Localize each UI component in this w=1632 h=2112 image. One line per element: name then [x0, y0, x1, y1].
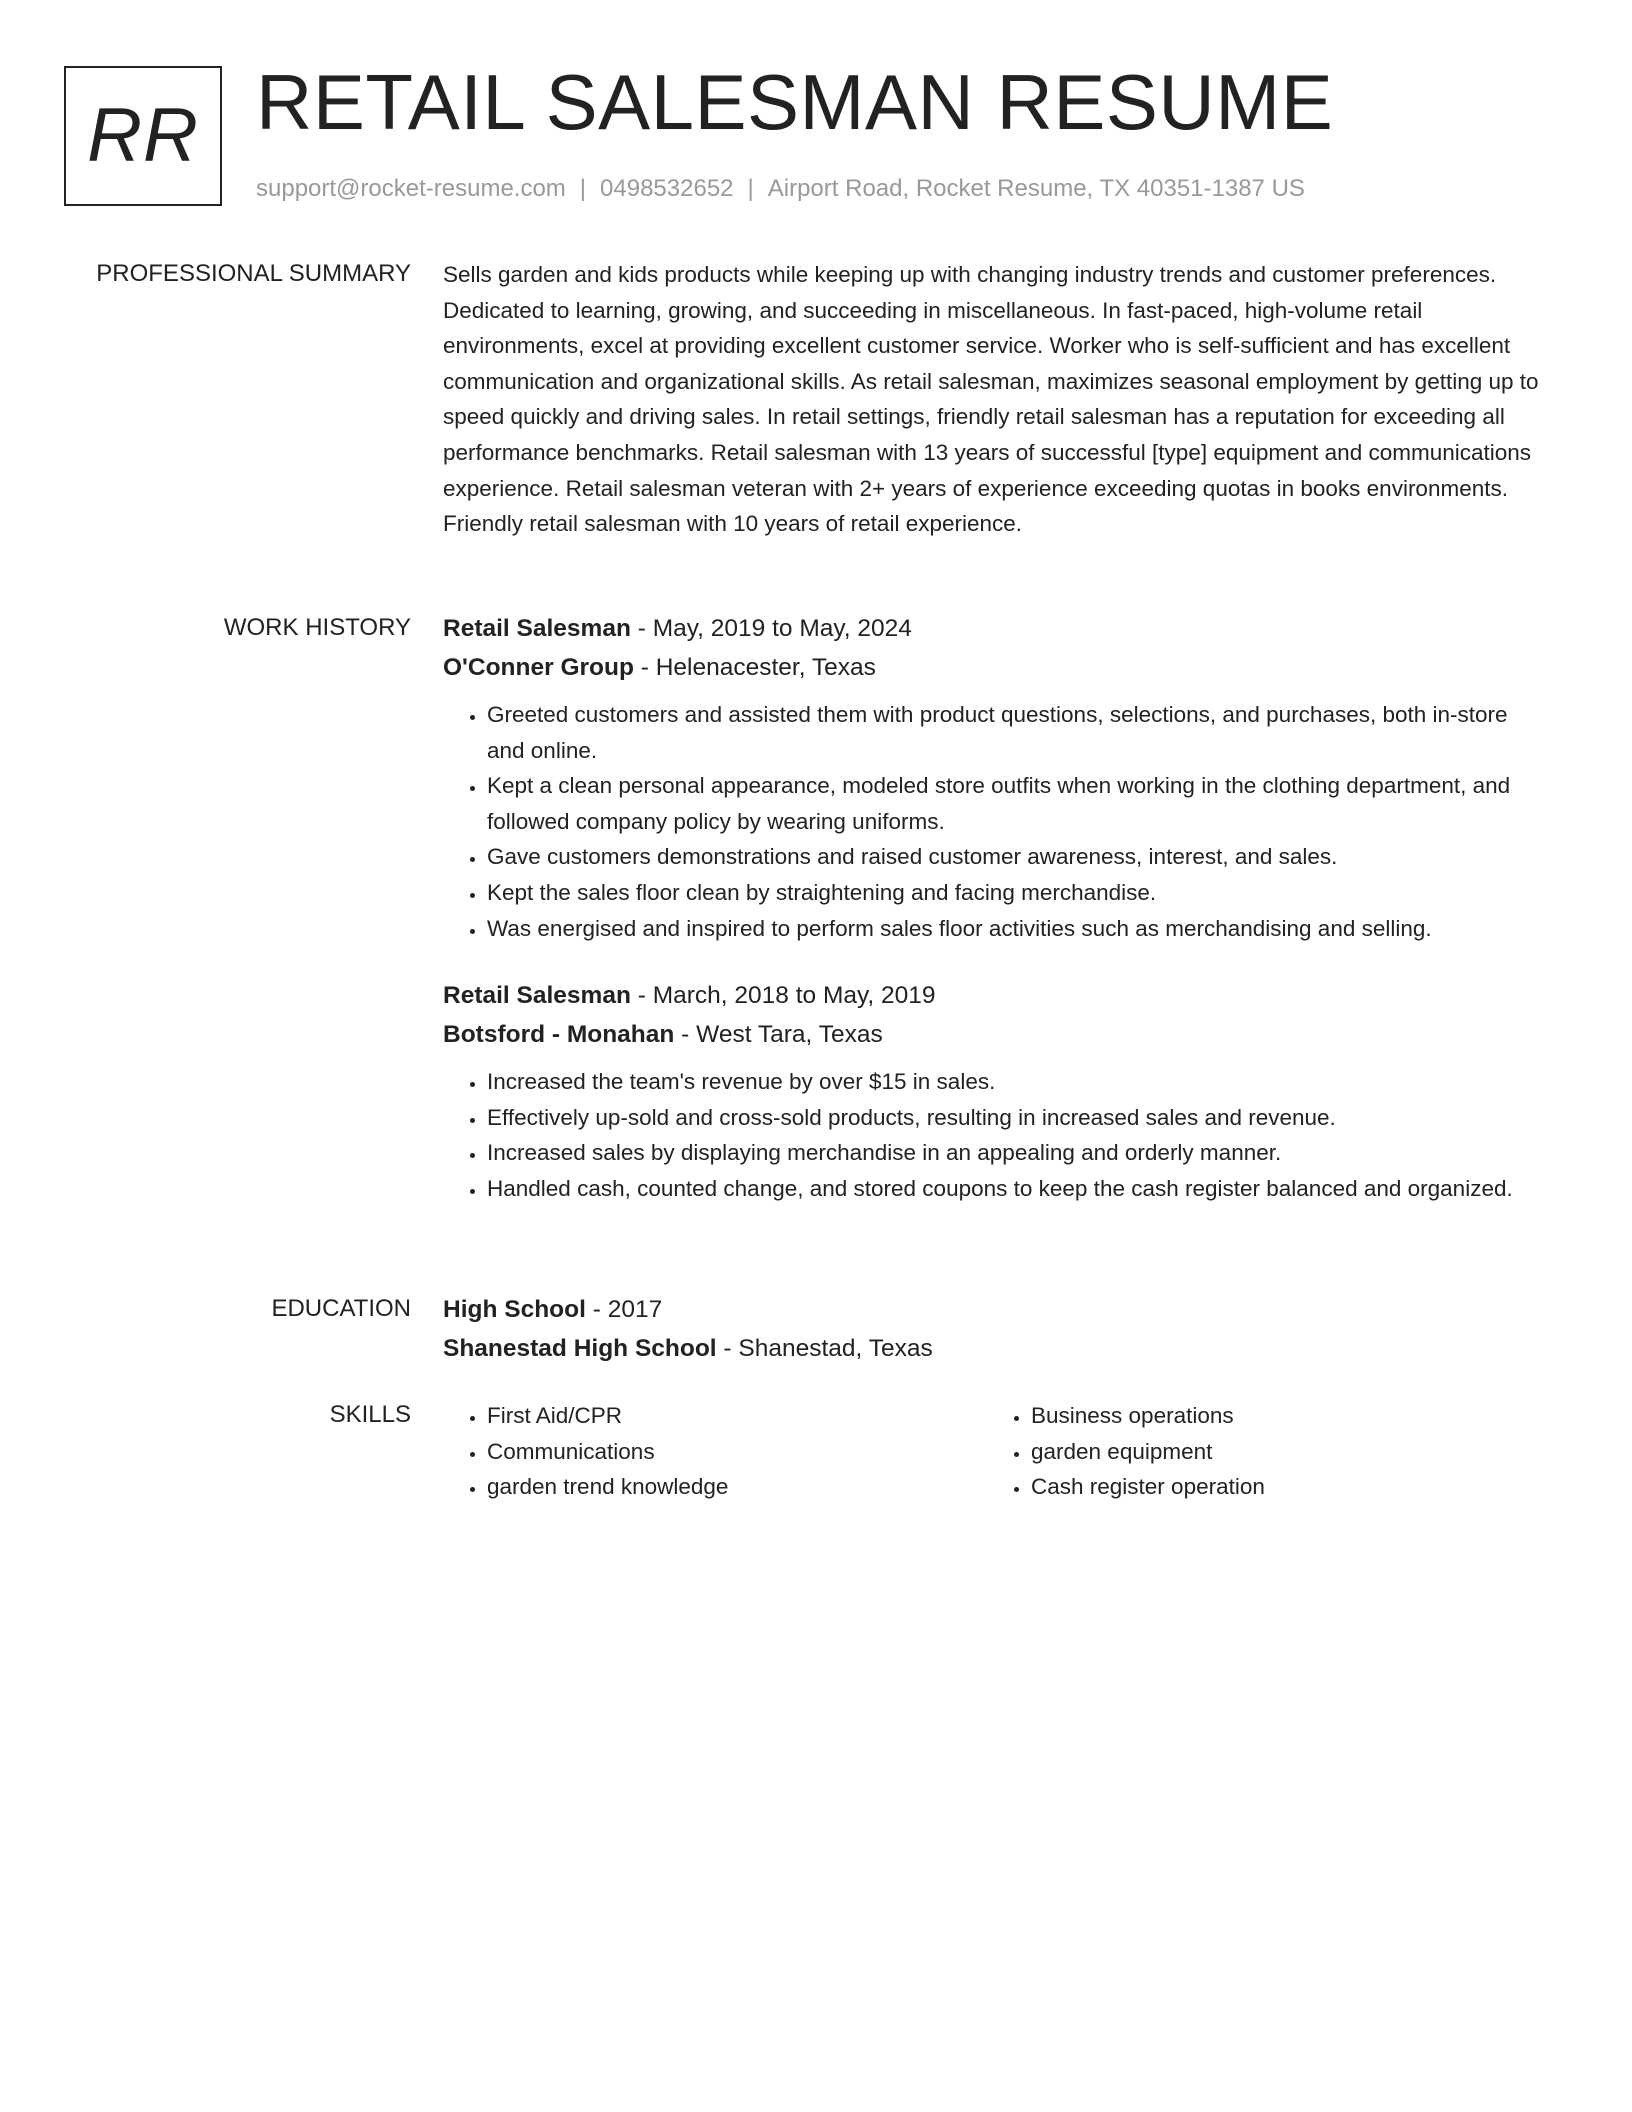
education-body [443, 1290, 1551, 1368]
job-bullet: • Greeted customers and assisted them with product questions, selections, and purchases, both in-store and online. [487, 697, 1551, 768]
skills-body [443, 1398, 1551, 1505]
job-location: - Helenacester, Texas [633, 654, 876, 681]
job-title: Retail Salesman [443, 615, 631, 642]
job-bullet: • Gave customers demonstrations and raised customer awareness, interest, and sales. [487, 839, 1551, 875]
job-bullet: • Increased sales by displaying merchandise in an appealing and orderly manner. [487, 1135, 1551, 1171]
skills-grid [443, 1398, 1551, 1505]
skill-item: • Cash register operation [1031, 1469, 1531, 1505]
job-company-line [443, 648, 1551, 687]
job-entry [443, 609, 1551, 946]
contact-separator: | [747, 175, 754, 202]
skill-item: • Business operations [1031, 1398, 1531, 1434]
job-bullet: • Kept a clean personal appearance, modeled store outfits when working in the clothing department, and followed company policy by wearing uniforms. [487, 768, 1551, 839]
skill-item: • First Aid/CPR [487, 1398, 987, 1434]
job-bullet: • Was energised and inspired to perform sales floor activities such as merchandising and selling. [487, 911, 1551, 947]
education-year: - 2017 [585, 1296, 663, 1323]
monogram-box [64, 66, 222, 206]
job-bullets [443, 1064, 1551, 1206]
job-location: - West Tara, Texas [674, 1021, 883, 1049]
skill-item: • garden equipment [1031, 1434, 1531, 1470]
work-history-body [443, 609, 1551, 1207]
section-label-summary: PROFESSIONAL SUMMARY [96, 260, 411, 287]
skills-column-right [987, 1398, 1531, 1505]
skills-list [987, 1398, 1531, 1505]
contact-email: support@rocket-resume.com [256, 175, 566, 202]
job-bullet: • Effectively up-sold and cross-sold products, resulting in increased sales and revenue. [487, 1100, 1551, 1136]
education-degree: High School [443, 1296, 586, 1323]
job-entry [443, 976, 1551, 1206]
education-degree-line [443, 1290, 1551, 1329]
skill-item: • garden trend knowledge [487, 1469, 987, 1505]
education-location: - Shanestad, Texas [716, 1335, 933, 1362]
skills-column-left [443, 1398, 987, 1505]
resume-title: RETAIL SALESMAN RESUME [256, 58, 1334, 146]
monogram-initials: RR [87, 93, 199, 178]
contact-line [256, 174, 1305, 204]
contact-address: Airport Road, Rocket Resume, TX 40351-1387 US [767, 175, 1305, 202]
job-title-line [443, 609, 1551, 648]
section-label-work-history: WORK HISTORY [223, 614, 411, 641]
summary-text: Sells garden and kids products while keeping up with changing industry trends and customer preferences. Dedicated to learning, growing, and succeeding in miscellaneous. In fast-paced, high-volume retail environments, excel at providing excellent customer service. Worker who is self-sufficient and has excellent communication and organizational skills. As retail salesman, maximizes seasonal employment by getting up to speed quickly and driving sales. In retail settings, friendly retail salesman has a reputation for exceeding all performance benchmarks. Retail salesman with 13 years of successful [type] equipment and communications experience. Retail salesman veteran with 2+ years of experience exceeding quotas in books environments. Friendly retail salesman with 10 years of retail experience. [443, 262, 1539, 537]
education-school: Shanestad High School [443, 1335, 717, 1362]
skill-item: • Communications [487, 1434, 987, 1470]
job-dates: - May, 2019 to May, 2024 [630, 615, 912, 642]
section-label-skills: SKILLS [329, 1401, 411, 1428]
job-dates: - March, 2018 to May, 2019 [630, 982, 936, 1010]
skills-list [443, 1398, 987, 1505]
job-title-line [443, 976, 1551, 1015]
job-bullets [443, 697, 1551, 946]
job-bullet: • Kept the sales floor clean by straightening and facing merchandise. [487, 875, 1551, 911]
contact-separator: | [579, 175, 587, 202]
job-title: Retail Salesman [443, 982, 631, 1010]
job-bullet: • Increased the team's revenue by over $15 in sales. [487, 1064, 1551, 1100]
job-company: Botsford - Monahan [443, 1021, 675, 1049]
contact-phone: 0498532652 [600, 175, 734, 202]
job-company-line [443, 1015, 1551, 1054]
section-label-education: EDUCATION [271, 1295, 411, 1322]
job-company: O'Conner Group [443, 654, 634, 681]
summary-body [443, 257, 1551, 542]
education-school-line [443, 1329, 1551, 1368]
job-bullet: • Handled cash, counted change, and stored coupons to keep the cash register balanced and organized. [487, 1171, 1551, 1207]
